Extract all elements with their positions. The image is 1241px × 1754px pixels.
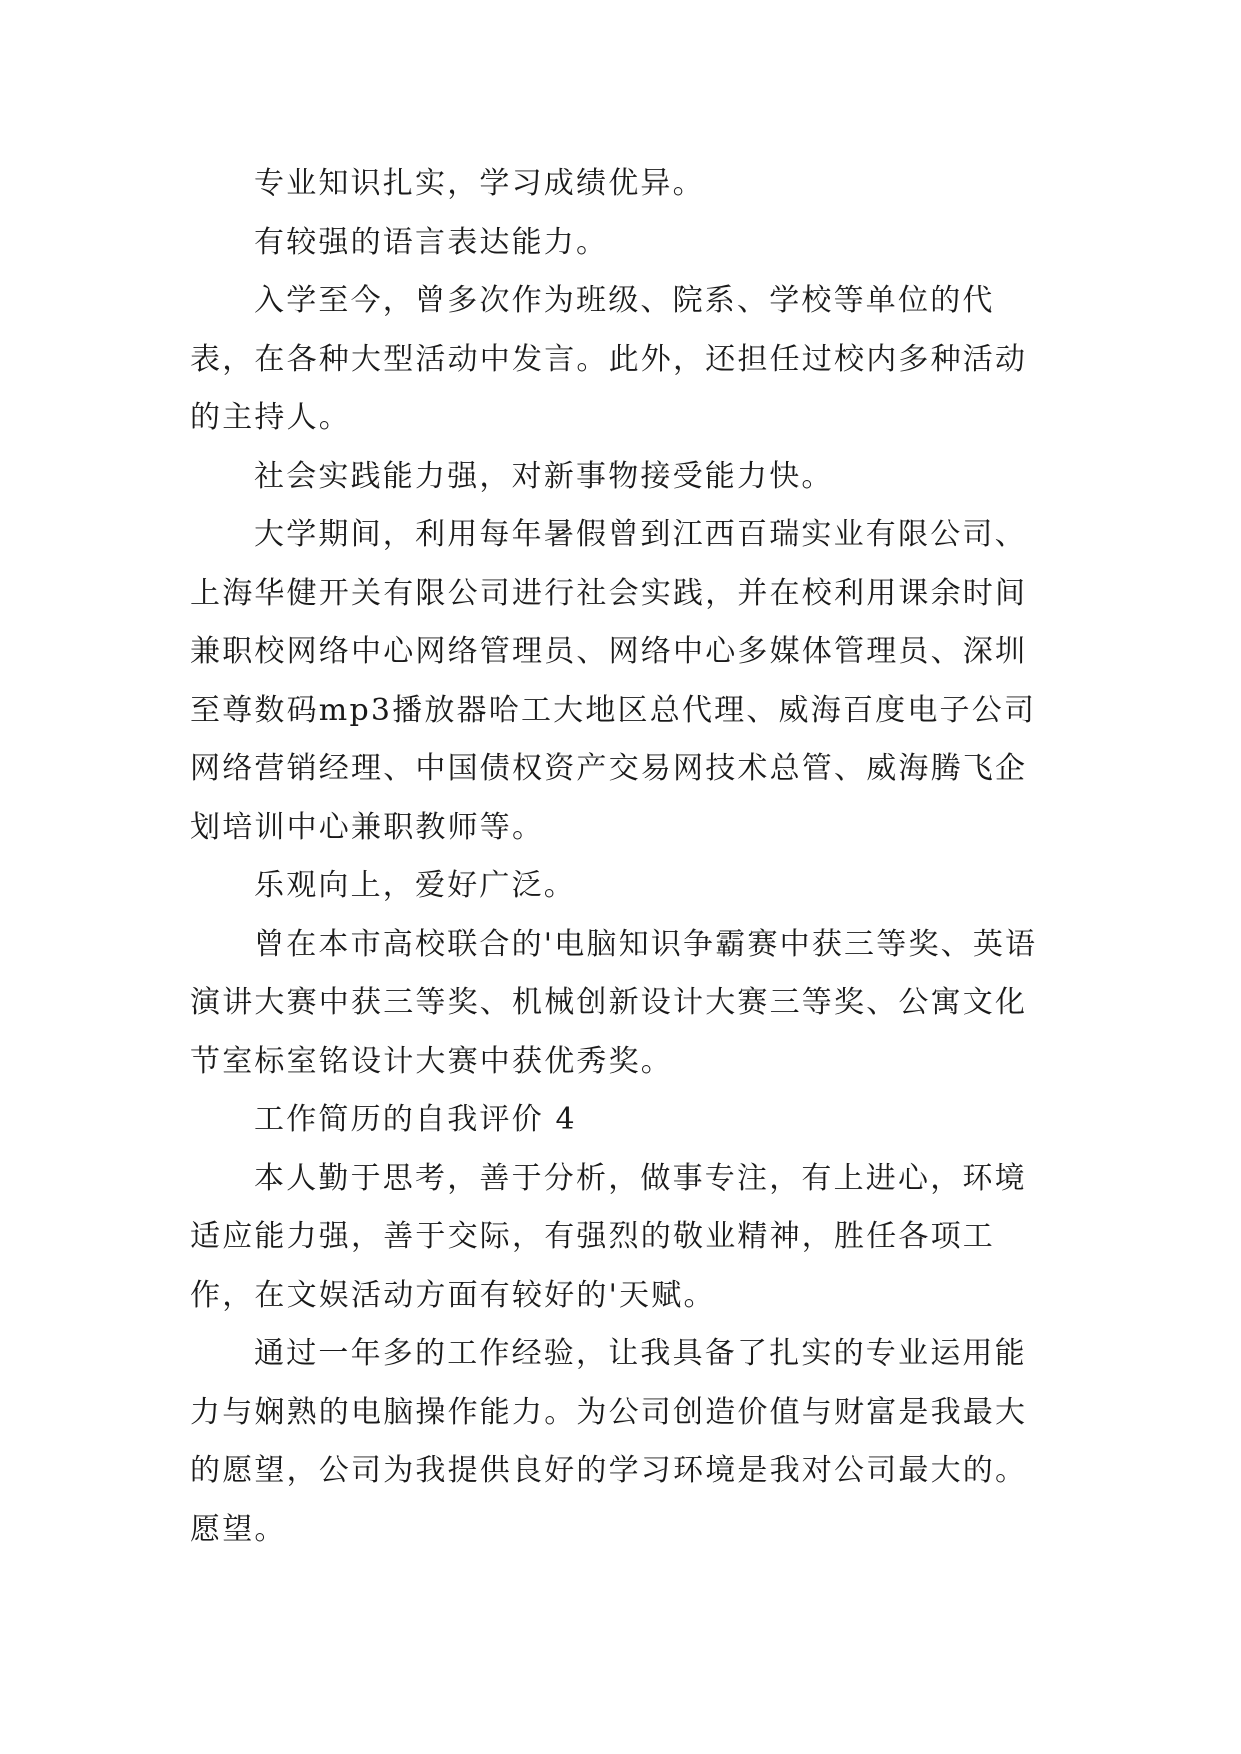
paragraph-practice-experience: 大学期间，利用每年暑假曾到江西百瑞实业有限公司、上海华健开关有限公司进行社会实践，并在校利用课余时间兼职校网络中心网络管理员、网络中心多媒体管理员、深圳至尊数码mp3播放器哈工大地区总代理、威海百度电子公司网络营销经理、中国债权资产交易网技术总管、威海腾飞企划培训中心兼职教师等。 (190, 517, 1037, 845)
paragraph-awards: 曾在本市高校联合的'电脑知识争霸赛中获三等奖、英语演讲大赛中获三等奖、机械创新设计大赛三等奖、公寓文化节室标室铭设计大赛中获优秀奖。 (190, 926, 1038, 1079)
paragraph-speaking-experience: 入学至今，曾多次作为班级、院系、学校等单位的代表，在各种大型活动中发言。此外，还担任过校内多种活动的主持人。 (190, 283, 1028, 435)
paragraph-strength-attitude: 乐观向上，爱好广泛。 (254, 868, 576, 903)
paragraph-strength-knowledge: 专业知识扎实，学习成绩优异。 (254, 166, 705, 201)
paragraph-strength-practice: 社会实践能力强，对新事物接受能力快。 (254, 458, 834, 494)
paragraph-strength-expression: 有较强的语言表达能力。 (254, 224, 609, 260)
paragraph-self-assessment: 本人勤于思考，善于分析，做事专注，有上进心，环境适应能力强，善于交际，有强烈的敬业精神，胜任各项工作，在文娱活动方面有较好的'天赋。 (190, 1160, 1027, 1313)
paragraph-work-experience: 通过一年多的工作经验，让我具备了扎实的专业运用能力与娴熟的电脑操作能力。为公司创造价值与财富是我最大的愿望，公司为我提供良好的学习环境是我对公司最大的。愿望。 (190, 1336, 1028, 1547)
document-body (190, 155, 1056, 1559)
section-heading: 工作简历的自我评价 4 (254, 1102, 577, 1137)
